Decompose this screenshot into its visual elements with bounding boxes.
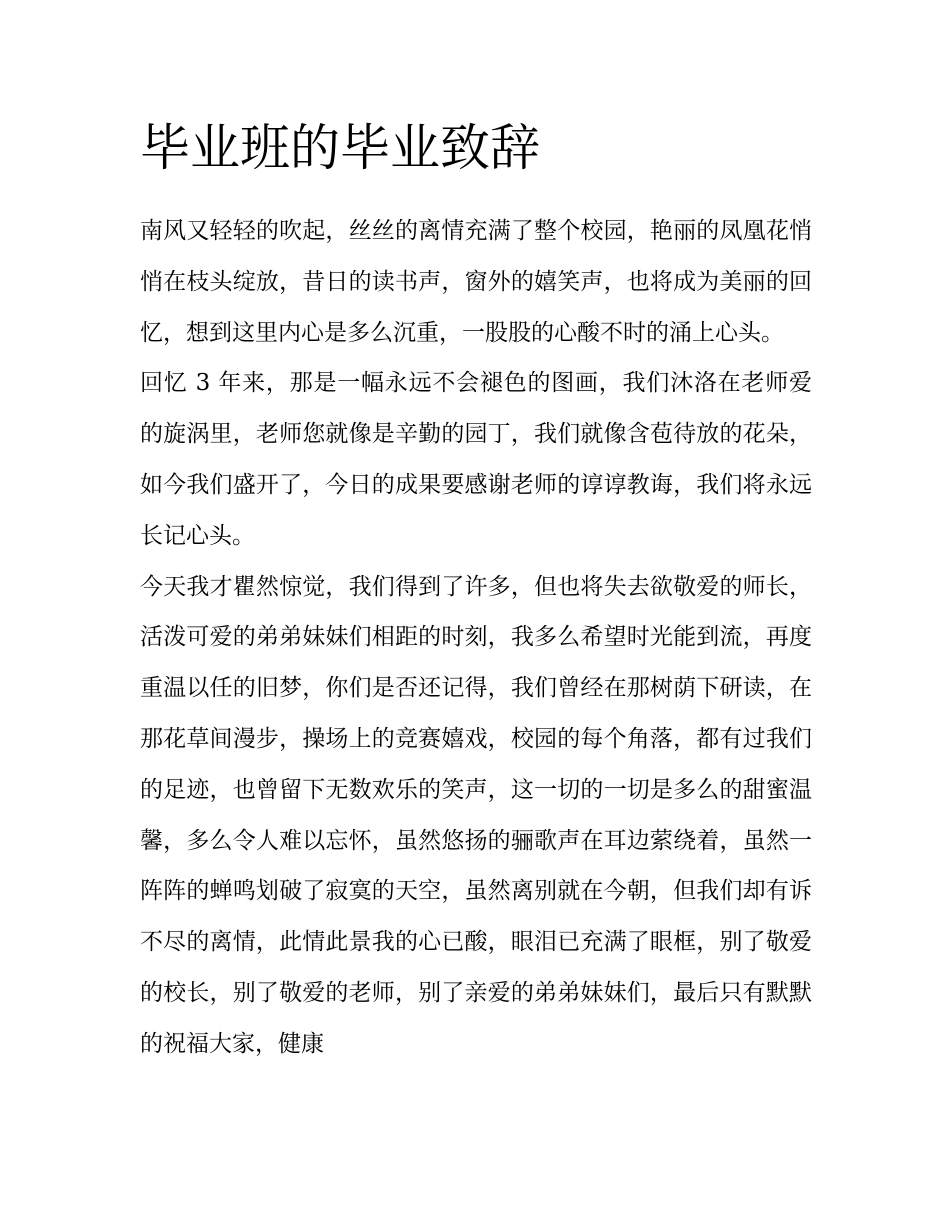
document-body bbox=[140, 116, 812, 1070]
paragraph-2: 回忆 3 年来，那是一幅永远不会褪色的图画，我们沐洛在老师爱的旋涡里，老师您就像是辛勤的园丁，我们就像含苞待放的花朵，如今我们盛开了，今日的成果要感谢老师的谆谆教诲，我们将永远长记心头。 bbox=[140, 370, 812, 549]
title-spacing bbox=[140, 180, 812, 206]
paragraph-1: 南风又轻轻的吹起，丝丝的离情充满了整个校园，艳丽的凤凰花悄悄在枝头绽放，昔日的读书声，窗外的嬉笑声，也将成为美丽的回忆，想到这里内心是多么沉重，一股股的心酸不时的涌上心头。 bbox=[140, 218, 812, 346]
document-title: 毕业班的毕业致辞 bbox=[140, 119, 540, 177]
paragraph-3: 今天我才瞿然惊觉，我们得到了许多，但也将失去欲敬爱的师长，活泼可爱的弟弟妹妹们相距的时刻，我多么希望时光能到流，再度重温以任的旧梦，你们是否还记得，我们曾经在那树荫下研读，在那花草间漫步，操场上的竞赛嬉戏，校园的每个角落，都有过我们的足迹，也曾留下无数欢乐的笑声，这一切的一切是多么的甜蜜温馨，多么令人难以忘怀，虽然悠扬的骊歌声在耳边萦绕着，虽然一阵阵的蝉鸣划破了寂寞的天空，虽然离别就在今朝，但我们却有诉不尽的离情，此情此景我的心已酸，眼泪已充满了眼框，别了敬爱的校长，别了敬爱的老师，别了亲爱的弟弟妹妹们，最后只有默默的祝福大家，健康 bbox=[140, 573, 812, 1057]
